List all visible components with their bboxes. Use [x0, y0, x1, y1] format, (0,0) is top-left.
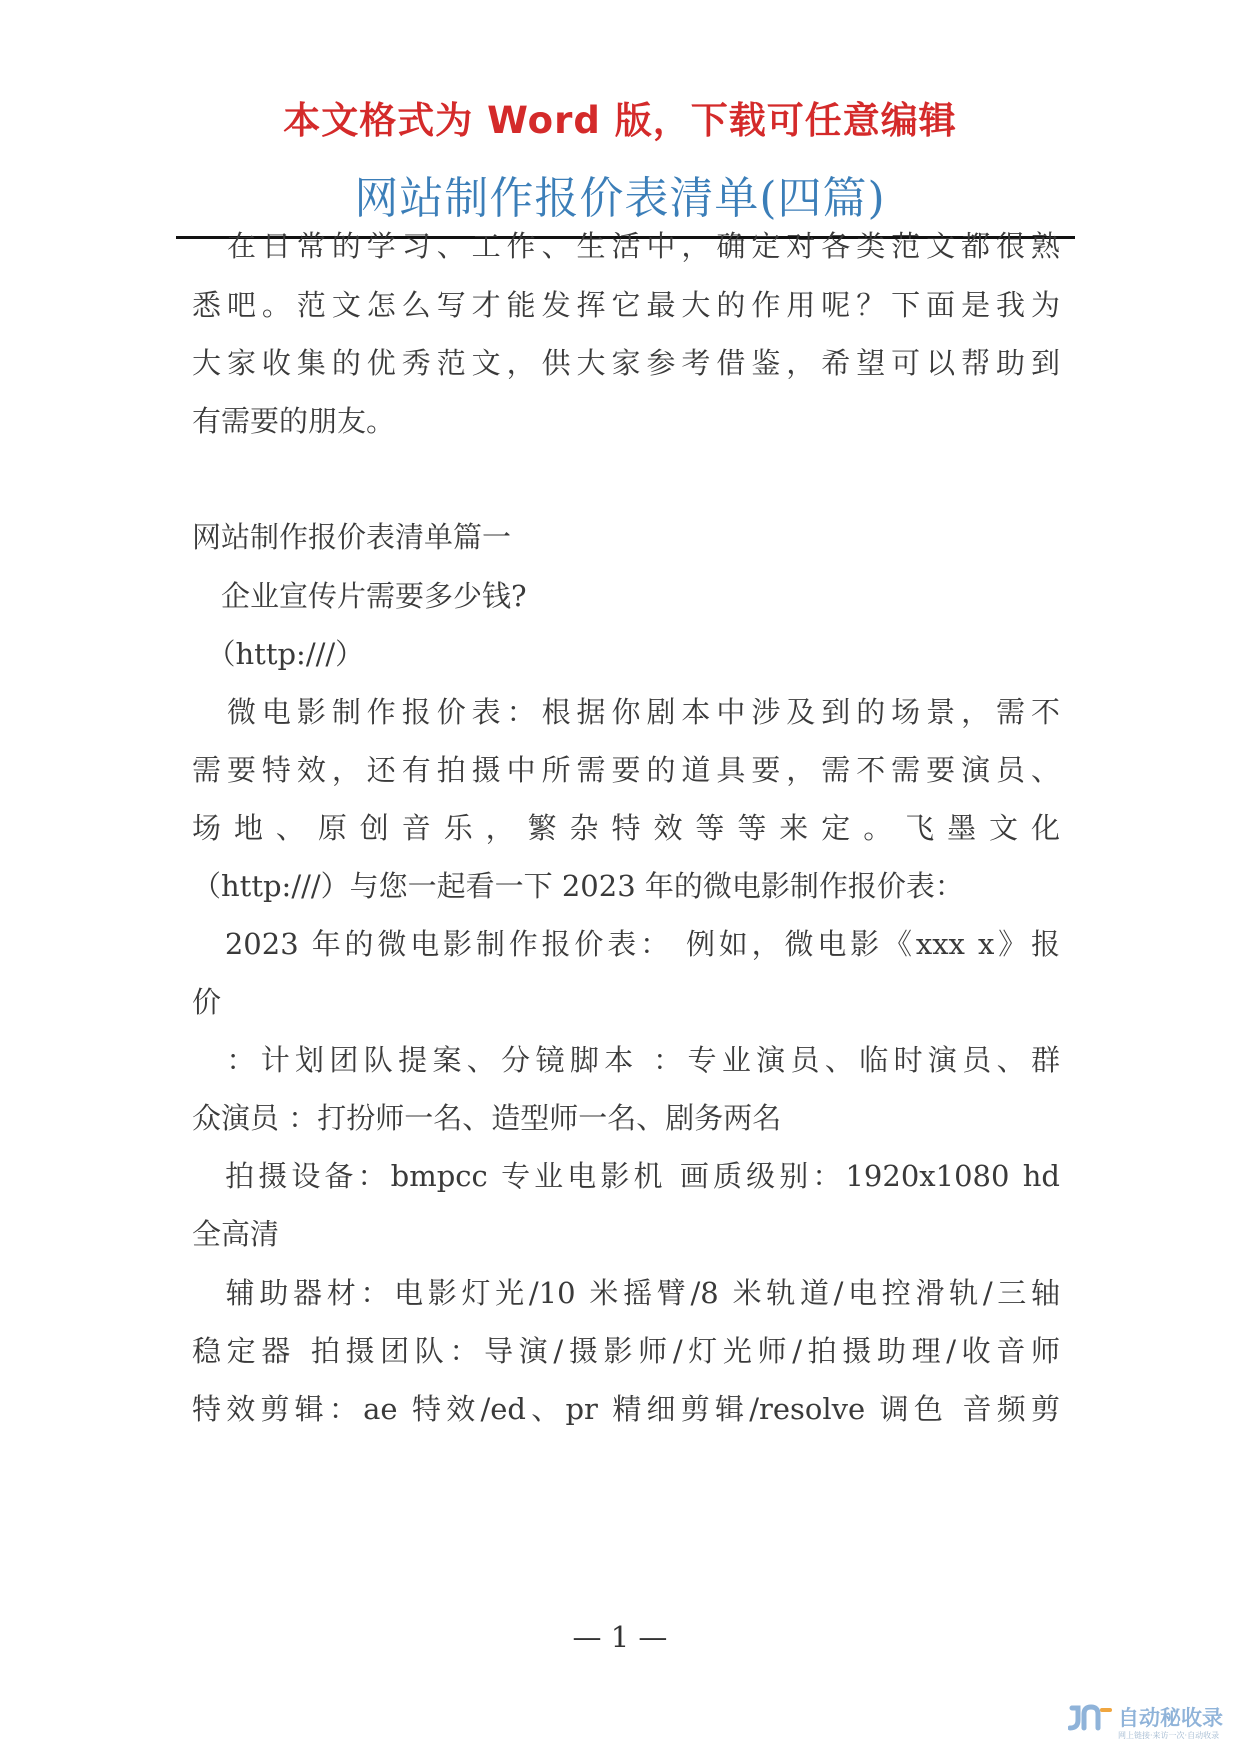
body-line: 在日常的学习、工作、生活中，确定对各类范文都很熟	[192, 229, 1060, 263]
body-line: （http:///）与您一起看一下 2023 年的微电影制作报价表：	[192, 869, 964, 903]
body-line: 悉吧。范文怎么写才能发挥它最大的作用呢？下面是我为	[192, 288, 1060, 322]
watermark-logo-icon	[1068, 1702, 1114, 1732]
body-line: 微电影制作报价表：根据你剧本中涉及到的场景，需不	[192, 695, 1060, 729]
document-title: 网站制作报价表清单(四篇)	[354, 173, 886, 224]
watermark-title: 自动秘收录	[1118, 1706, 1223, 1730]
body-line: 特效剪辑：ae 特效/ed、pr 精细剪辑/resolve 调色 音频剪	[192, 1392, 1060, 1426]
body-line: 大家收集的优秀范文，供大家参考借鉴，希望可以帮助到	[192, 346, 1060, 380]
body-line: 场地、原创音乐，繁杂特效等等来定。飞墨文化	[192, 811, 1060, 845]
watermark	[1068, 1700, 1228, 1746]
body-line: 需要特效，还有拍摄中所需要的道具要，需不需要演员、	[192, 753, 1060, 787]
body-line: ：计划团队提案、分镜脚本 ：专业演员、临时演员、群	[192, 1043, 1060, 1077]
body-line: 全高清	[192, 1217, 280, 1251]
watermark-subtitle: 网上链接·来访一次·自动收录	[1118, 1731, 1220, 1740]
word-format-banner: 本文格式为 Word 版，下载可任意编辑	[283, 99, 957, 142]
body-line: 众演员 ：打扮师一名、造型师一名、剧务两名	[192, 1101, 782, 1135]
body-line: 有需要的朋友。	[192, 404, 396, 438]
body-line: 2023 年的微电影制作报价表： 例如，微电影《xxx x》报	[192, 927, 1060, 961]
body-line: 辅助器材：电影灯光/10 米摇臂/8 米轨道/电控滑轨/三轴	[192, 1276, 1060, 1310]
body-line: （http:///）	[192, 637, 365, 671]
body-line: 价	[192, 985, 222, 1019]
section-heading: 网站制作报价表清单篇一	[192, 520, 512, 554]
body-line: 企业宣传片需要多少钱?	[192, 579, 527, 613]
body-line: 稳定器 拍摄团队：导演/摄影师/灯光师/拍摄助理/收音师	[192, 1334, 1060, 1368]
body-line: 拍摄设备：bmpcc 专业电影机 画质级别：1920x1080 hd	[192, 1159, 1060, 1193]
page-number: — 1 —	[572, 1620, 668, 1654]
